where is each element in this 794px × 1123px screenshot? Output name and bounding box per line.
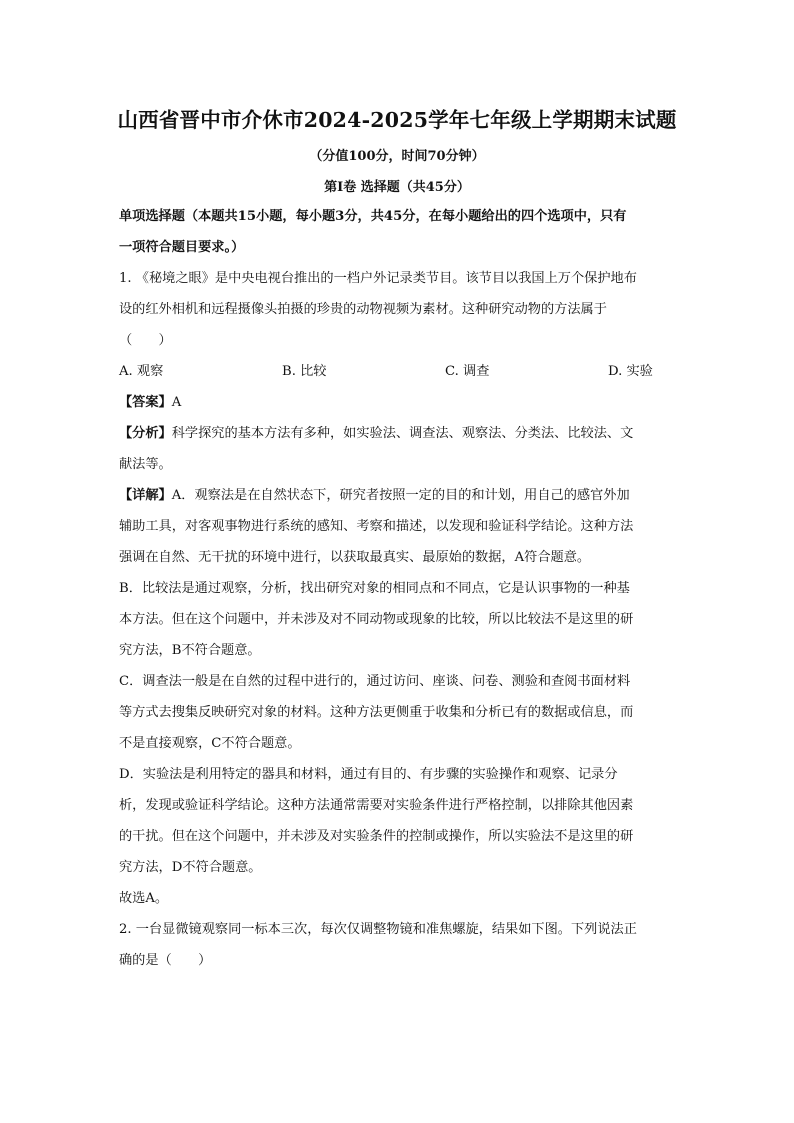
answer-value: A (171, 395, 182, 410)
question-1-stem: （ ） (119, 333, 172, 348)
detail-line: B．比较法是通过观察，分析，找出研究对象的相同点和不同点，它是认识事物的一种基 (119, 581, 630, 596)
question-1-stem: 1. 《秘境之眼》是中央电视台推出的一档户外记录类节目。该节目以我国上万个保护地布 (119, 271, 637, 286)
detail-line: 究方法，B不符合题意。 (119, 643, 261, 658)
option-d: D. 实验 (608, 364, 653, 379)
option-c: C. 调查 (445, 364, 490, 379)
detail-line: C．调查法一般是在自然的过程中进行的，通过访问、座谈、问卷、测验和查阅书面材料 (119, 674, 631, 689)
question-2-stem: 确的是（ ） (119, 953, 212, 968)
detail-line: 等方式去搜集反映研究对象的材料。这种方法更侧重于收集和分析已有的数据或信息，而 (119, 705, 634, 720)
detail-line: 究方法，D不符合题意。 (119, 860, 262, 875)
detail-text: A．观察法是在自然状态下，研究者按照一定的目的和计划，用自己的感官外加 (171, 488, 630, 503)
detail-line: 不是直接观察，C不符合题意。 (119, 736, 301, 751)
page-title: 山西省晋中市介休市2024-2025学年七年级上学期期末试题 (117, 108, 677, 132)
detail-line: D．实验法是利用特定的器具和材料，通过有目的、有步骤的实验操作和观察、记录分 (119, 767, 618, 782)
instructions-line: 一项符合题目要求。） (119, 240, 245, 255)
detail-tag: 【详解】 (119, 488, 172, 503)
analysis-text: 科学探究的基本方法有多种，如实验法、调查法、观察法、分类法、比较法、文 (171, 426, 634, 441)
analysis-line (119, 418, 675, 449)
instructions-line: 单项选择题（本题共15小题，每小题3分，共45分，在每小题给出的四个选项中，只有 (119, 209, 627, 224)
detail-line: 的干扰。但在这个问题中，并未涉及对实验条件的控制或操作，所以实验法不是这里的研 (119, 829, 634, 844)
answer-line (119, 387, 675, 418)
option-a: A. 观察 (119, 364, 164, 379)
detail-line: 析，发现或验证科学结论。这种方法通常需要对实验条件进行严格控制，以排除其他因素 (119, 798, 634, 813)
exam-duration-note: （分值100分，时间70分钟） (309, 149, 485, 164)
section-heading: 第Ⅰ卷 选择题（共45分） (324, 180, 470, 195)
analysis-tag: 【分析】 (119, 426, 172, 441)
detail-line: 强调在自然、无干扰的环境中进行，以获取最真实、最原始的数据，A符合题意。 (119, 550, 591, 565)
answer-tag: 【答案】 (119, 395, 172, 410)
detail-line: 辅助工具，对客观事物进行系统的感知、考察和描述，以发现和验证科学结论。这种方法 (119, 519, 634, 534)
analysis-line: 献法等。 (119, 457, 172, 472)
question-1-options (119, 356, 675, 387)
option-b: B. 比较 (282, 364, 327, 379)
detail-line (119, 480, 675, 511)
detail-line: 本方法。但在这个问题中，并未涉及对不同动物或现象的比较，所以比较法不是这里的研 (119, 612, 634, 627)
exam-body (119, 201, 675, 976)
question-2-stem: 2. 一台显微镜观察同一标本三次，每次仅调整物镜和准焦螺旋，结果如下图。下列说法正 (119, 922, 637, 937)
question-1-stem: 设的红外相机和远程摄像头拍摄的珍贵的动物视频为素材。这种研究动物的方法属于 (119, 302, 607, 317)
conclusion-line: 故选A。 (119, 891, 169, 906)
